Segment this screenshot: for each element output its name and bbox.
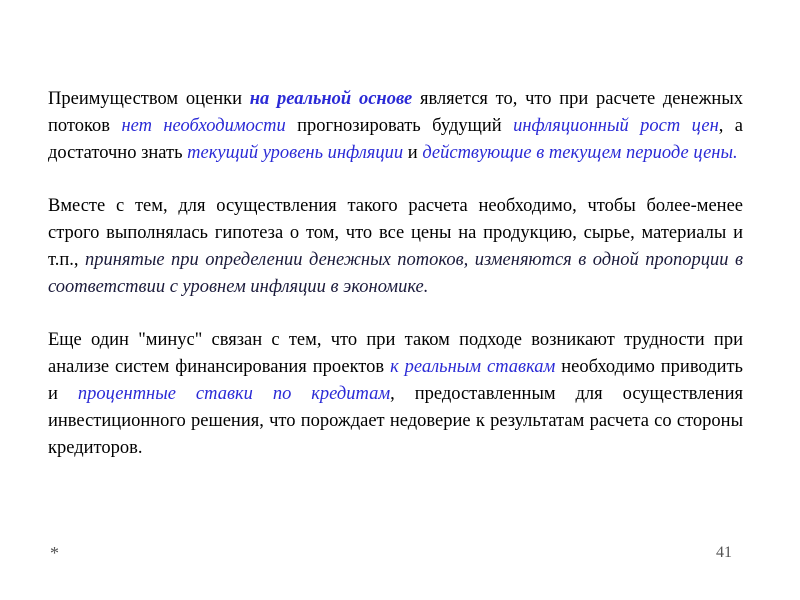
paragraph-financing-minus <box>48 327 743 462</box>
emphasis-current-inflation: текущий уровень инфляции <box>187 143 404 163</box>
emphasis-proportional-change: принятые при определении денежных потоков, изменяются в одной пропорции в соответствии с уровнем инфляции в экономике. <box>48 250 743 297</box>
text-segment: необходимо приводить и <box>48 357 743 404</box>
text-segment: Еще один "минус" связан с тем, что при таком подходе возникают трудности при анализе систем финансирования проектов <box>48 330 743 377</box>
paragraph-real-basis-advantage <box>48 86 743 167</box>
emphasis-loan-rates: процентные ставки по кредитам <box>77 384 391 404</box>
text-segment: Преимуществом оценки <box>48 89 250 109</box>
footer-marker: * <box>50 543 59 563</box>
text-segment: является то, что при расчете денежных потоков <box>48 89 743 136</box>
emphasis-inflation-growth: инфляционный рост цен <box>513 116 719 136</box>
text-segment: Вместе с тем, для осуществления такого расчета необходимо, чтобы более-менее строго выполнялась гипотеза о том, что все цены на продукцию, сырье, материалы и т.п., <box>48 196 743 270</box>
emphasis-no-need: нет необходимости <box>121 116 286 136</box>
text-segment: , а достаточно знать <box>48 116 744 163</box>
text-segment: и <box>403 143 423 163</box>
emphasis-current-prices: действующие в текущем периоде цены. <box>422 143 738 163</box>
text-segment: , предоставленным для осуществления инвестиционного решения, что порождает недоверие к результатам расчета со стороны кредиторов. <box>48 384 743 458</box>
emphasis-real-rates: к реальным ставкам <box>390 357 556 377</box>
slide-body <box>48 86 743 488</box>
emphasis-real-basis: на реальной основе <box>249 89 413 109</box>
page-number: 41 <box>716 544 732 561</box>
paragraph-proportional-prices <box>48 193 743 301</box>
text-segment: прогнозировать будущий <box>285 116 514 136</box>
